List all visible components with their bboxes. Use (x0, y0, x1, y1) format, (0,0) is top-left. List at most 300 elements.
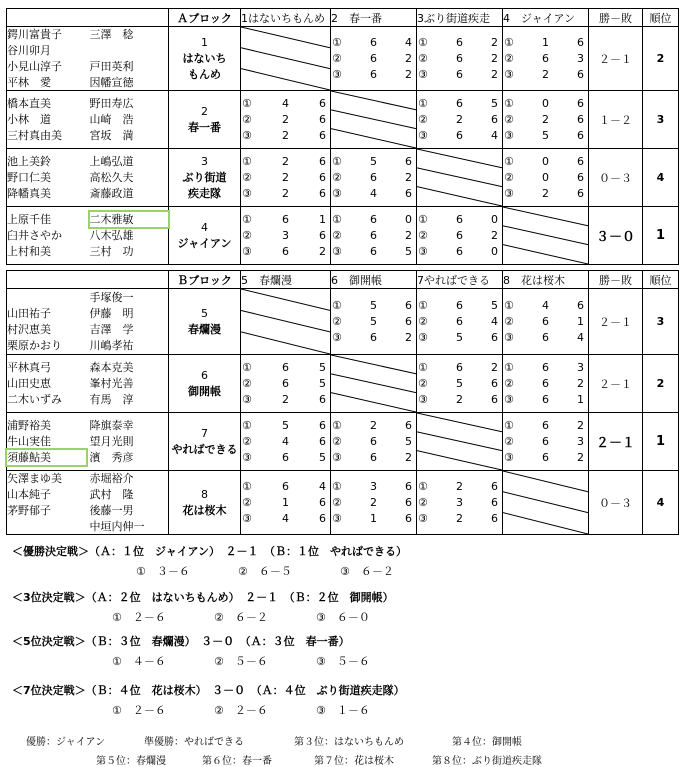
final-set: ③ ６－０ (316, 611, 370, 624)
player-name: 小林 道 (7, 113, 51, 126)
score-cell (331, 149, 417, 207)
set-score (503, 112, 588, 128)
games: 4 (369, 186, 377, 200)
games: 2 (455, 511, 463, 525)
set-score (503, 392, 588, 408)
set-score (417, 314, 502, 330)
set-number: ② (504, 314, 514, 328)
player-name (90, 43, 169, 58)
final-title: ＜5位決定戦＞ (12, 635, 86, 648)
games: 4 (319, 479, 326, 493)
games: 5 (455, 376, 463, 390)
team-name (169, 149, 241, 207)
set-number: ① (504, 418, 514, 432)
games: 5 (319, 450, 326, 464)
set-number: ② (418, 51, 428, 65)
header-cell: 7やればできる (417, 271, 503, 289)
games: 6 (319, 434, 326, 448)
games: 2 (281, 170, 289, 184)
self-match-cell (331, 91, 417, 149)
player-name: 浦野裕美 (7, 419, 51, 432)
set-score (503, 51, 588, 67)
set-number: ② (242, 434, 252, 448)
diagonal-lines (331, 355, 416, 412)
player-name: 降旗泰幸 (89, 419, 134, 432)
set-score (241, 418, 330, 434)
set-number: ② (242, 495, 252, 509)
games: 6 (319, 96, 326, 110)
set-number: ① (242, 96, 252, 110)
player-name: 栗原かおり (7, 339, 62, 352)
games: 6 (541, 314, 549, 328)
set-number: ② (332, 434, 342, 448)
score-cell (417, 289, 503, 355)
player-name: 村沢恵美 (7, 323, 51, 336)
set-score (331, 434, 416, 450)
player-name: 矢澤まゆ美 (7, 472, 62, 485)
player-name: 三村真由美 (7, 129, 62, 142)
set-score (503, 330, 588, 346)
set-score (417, 330, 502, 346)
games: 5 (319, 360, 326, 374)
diagonal-lines (241, 27, 330, 90)
self-match-cell (417, 413, 503, 471)
set-score (331, 314, 416, 330)
team-name-line: ジャイアン (177, 236, 232, 250)
rank: 1 (643, 207, 679, 265)
set-score (417, 360, 502, 376)
score-cell (241, 149, 331, 207)
set-number: ① (332, 418, 342, 432)
score-cell (417, 471, 503, 535)
games: 0 (541, 154, 549, 168)
team-row (7, 91, 679, 149)
games: 4 (577, 330, 584, 344)
set-score (417, 511, 502, 527)
games: 6 (491, 495, 498, 509)
rank: 3 (643, 91, 679, 149)
set-score (331, 298, 416, 314)
set-score (241, 450, 330, 466)
player-name: 三澤 稔 (89, 28, 134, 41)
games: 2 (491, 360, 498, 374)
final-result: （Ｂ：３位 春爛漫） ３－０ （Ａ：３位 春一番） (85, 635, 350, 648)
score-cell (241, 355, 331, 413)
header-cell: 3ぶり街道疾走 (417, 9, 503, 27)
set-score (241, 228, 330, 244)
score-cell (241, 91, 331, 149)
score-cell (331, 413, 417, 471)
player-name (7, 519, 86, 534)
games: 6 (319, 228, 326, 242)
games: 4 (405, 35, 412, 49)
header-cell: 4 ジャイアン (503, 9, 589, 27)
games: 6 (455, 228, 463, 242)
games: 0 (491, 244, 498, 258)
player-name: 橋本直美 (7, 97, 51, 110)
games: 6 (541, 376, 549, 390)
set-number: ② (332, 228, 342, 242)
player-name: 高松久夫 (89, 171, 134, 184)
games: 5 (281, 418, 289, 432)
set-score (241, 128, 330, 144)
header-cell: 順位 (643, 9, 679, 27)
games: 6 (319, 186, 326, 200)
set-number: ③ (504, 392, 514, 406)
player-names (7, 471, 169, 535)
games: 2 (455, 392, 463, 406)
score-cell (417, 91, 503, 149)
games: 6 (541, 330, 549, 344)
games: 1 (577, 392, 584, 406)
player-names (7, 27, 169, 91)
player-name: 望月光則 (89, 435, 134, 448)
team-row (7, 471, 679, 535)
set-score (331, 479, 416, 495)
player-name: 有馬 淳 (89, 393, 134, 406)
games: 5 (405, 434, 412, 448)
games: 6 (491, 479, 498, 493)
games: 6 (577, 186, 584, 200)
games: 0 (541, 170, 549, 184)
set-number: ③ (242, 450, 252, 464)
win-loss: ２－１ (589, 355, 643, 413)
set-number: ③ (504, 330, 514, 344)
games: 6 (281, 479, 289, 493)
games: 2 (577, 376, 584, 390)
header-cell: 6 御開帳 (331, 271, 417, 289)
set-score (417, 376, 502, 392)
set-number: ① (332, 35, 342, 49)
games: 5 (369, 298, 377, 312)
player-grid (7, 212, 168, 259)
games: 5 (319, 376, 326, 390)
set-number: ③ (242, 128, 252, 142)
player-name: 宮坂 満 (89, 129, 134, 142)
player-name: 野口仁美 (7, 171, 51, 184)
team-name (169, 27, 241, 91)
team-name (169, 471, 241, 535)
set-number: ② (242, 170, 252, 184)
games: 6 (541, 418, 549, 432)
player-name: 山本純子 (7, 488, 51, 501)
header-cell: 5 春爛漫 (241, 271, 331, 289)
team-row (7, 289, 679, 355)
set-number: ② (332, 314, 342, 328)
player-name: 森本克美 (89, 361, 134, 374)
games: 6 (491, 112, 498, 126)
set-score (241, 360, 330, 376)
player-name: 野田寿広 (89, 97, 134, 110)
set-score (241, 479, 330, 495)
set-number: ② (504, 51, 514, 65)
games: 3 (455, 495, 463, 509)
standing: 第８位：ぶり街道疾走隊 (432, 756, 542, 767)
games: 6 (455, 128, 463, 142)
player-names (7, 149, 169, 207)
games: 6 (455, 244, 463, 258)
final-set: ② ６－２ (214, 611, 268, 624)
games: 2 (405, 170, 412, 184)
games: 6 (369, 330, 377, 344)
player-names (7, 207, 169, 265)
standing: 第５位：春爛漫 (96, 756, 166, 767)
final-set-scores (112, 702, 418, 718)
games: 6 (541, 392, 549, 406)
games: 2 (405, 330, 412, 344)
set-score (331, 67, 416, 83)
games: 6 (455, 360, 463, 374)
player-names (7, 91, 169, 149)
win-loss: ２－１ (589, 413, 643, 471)
games: 6 (369, 212, 377, 226)
games: 6 (491, 376, 498, 390)
player-name: 小見山淳子 (7, 60, 62, 73)
set-number: ③ (332, 450, 342, 464)
team-row (7, 355, 679, 413)
team-name-line: やればできる (171, 442, 238, 456)
games: 6 (319, 511, 326, 525)
games: 3 (369, 479, 377, 493)
games: 3 (577, 434, 584, 448)
games: 6 (577, 298, 584, 312)
games: 6 (281, 376, 289, 390)
set-number: ② (418, 112, 428, 126)
set-number: ② (242, 228, 252, 242)
games: 2 (369, 495, 377, 509)
games: 6 (319, 170, 326, 184)
set-score (331, 511, 416, 527)
games: 2 (491, 67, 498, 81)
set-score (417, 298, 502, 314)
games: 6 (369, 434, 377, 448)
set-score (331, 228, 416, 244)
rank: 4 (643, 471, 679, 535)
set-number: ③ (332, 67, 342, 81)
games: 2 (281, 128, 289, 142)
set-score (331, 212, 416, 228)
set-score (241, 170, 330, 186)
set-number: ① (242, 418, 252, 432)
rank: 1 (643, 413, 679, 471)
set-number: ① (504, 35, 514, 49)
diagonal-lines (331, 91, 416, 148)
set-number: ③ (418, 244, 428, 258)
set-score (417, 67, 502, 83)
set-number: ① (332, 298, 342, 312)
games: 2 (281, 154, 289, 168)
games: 1 (577, 314, 584, 328)
final-match-line (12, 589, 394, 605)
final-result: （Ｂ：４位 花は桜木） ３－０ （Ａ：４位 ぶり街道疾走隊） (85, 684, 405, 697)
score-cell (503, 413, 589, 471)
player-name: 茅野郁子 (7, 504, 51, 517)
win-loss: ０－３ (589, 471, 643, 535)
games: 5 (541, 128, 549, 142)
team-number: 2 (201, 104, 208, 118)
games: 6 (455, 51, 463, 65)
games: 3 (577, 360, 584, 374)
games: 6 (577, 112, 584, 126)
set-number: ② (332, 51, 342, 65)
player-grid (7, 418, 168, 465)
set-score (503, 128, 588, 144)
games: 6 (405, 154, 412, 168)
games: 0 (491, 212, 498, 226)
header-cell: Ｂブロック (169, 271, 241, 289)
header-empty (7, 9, 169, 27)
final-set: ③ １－６ (316, 704, 370, 717)
games: 3 (281, 228, 289, 242)
final-set-scores (136, 563, 442, 579)
games: 2 (405, 450, 412, 464)
games: 6 (541, 51, 549, 65)
games: 2 (577, 418, 584, 432)
set-score (417, 96, 502, 112)
games: 4 (281, 511, 289, 525)
player-name: 山田史恵 (7, 377, 51, 390)
games: 5 (405, 244, 412, 258)
games: 6 (405, 314, 412, 328)
team-name-line: もんめ (188, 67, 221, 81)
player-name: 中垣内伸一 (89, 520, 145, 533)
games: 6 (405, 495, 412, 509)
player-name: 手塚俊一 (89, 291, 134, 304)
set-score (503, 314, 588, 330)
set-number: ① (504, 154, 514, 168)
player-name: 山田祐子 (7, 307, 51, 320)
games: 6 (319, 495, 326, 509)
team-name-line: ぶり街道 (182, 170, 227, 184)
player-names (7, 355, 169, 413)
player-name: 上村和美 (7, 245, 51, 258)
games: 6 (319, 112, 326, 126)
player-name: 上原千佳 (7, 213, 51, 226)
player-name: 濱 秀彦 (89, 451, 134, 464)
player-name: 川嶋孝祐 (89, 339, 134, 352)
score-cell (503, 149, 589, 207)
set-number: ② (418, 228, 428, 242)
games: 0 (405, 212, 412, 226)
set-number: ② (504, 112, 514, 126)
games: 2 (319, 244, 326, 258)
final-set: ① ３－６ (136, 565, 190, 578)
player-name: 吉澤 学 (89, 323, 134, 336)
set-score (331, 154, 416, 170)
standing: 優勝：ジャイアン (26, 737, 106, 748)
player-names (7, 289, 169, 355)
player-name: 平林真弓 (7, 361, 51, 374)
games: 2 (455, 479, 463, 493)
set-score (503, 154, 588, 170)
set-number: ③ (418, 392, 428, 406)
player-grid (7, 471, 168, 534)
final-set: ① ２－６ (112, 704, 166, 717)
games: 2 (281, 392, 289, 406)
final-set: ① ２－６ (112, 611, 166, 624)
set-score (241, 186, 330, 202)
self-match-cell (331, 355, 417, 413)
games: 6 (405, 479, 412, 493)
player-grid (7, 27, 168, 90)
set-number: ③ (504, 186, 514, 200)
set-score (503, 434, 588, 450)
set-number: ③ (418, 67, 428, 81)
games: 2 (405, 228, 412, 242)
games: 2 (369, 418, 377, 432)
games: 6 (405, 418, 412, 432)
player-name: 八木弘雄 (89, 229, 134, 242)
games: 6 (541, 450, 549, 464)
score-cell (417, 27, 503, 91)
score-cell (331, 27, 417, 91)
block-a-table (6, 8, 679, 265)
win-loss: ２－１ (589, 289, 643, 355)
games: 6 (281, 360, 289, 374)
player-name: 二木雅敏 (90, 212, 169, 227)
games: 6 (369, 35, 377, 49)
team-row (7, 27, 679, 91)
games: 6 (577, 35, 584, 49)
set-number: ③ (418, 128, 428, 142)
games: 5 (455, 330, 463, 344)
set-score (241, 212, 330, 228)
games: 6 (541, 434, 549, 448)
games: 2 (405, 67, 412, 81)
standing: 第３位：はないちもんめ (294, 737, 404, 748)
diagonal-lines (503, 471, 588, 534)
team-name-line: 花は桜木 (182, 503, 227, 517)
team-number: 5 (201, 306, 208, 320)
set-number: ② (504, 434, 514, 448)
set-score (331, 495, 416, 511)
player-name: 因幡宣徳 (89, 76, 134, 89)
team-row (7, 413, 679, 471)
set-score (417, 112, 502, 128)
set-number: ② (504, 376, 514, 390)
player-name: 鍔川富貴子 (7, 28, 62, 41)
score-cell (241, 471, 331, 535)
set-number: ③ (242, 244, 252, 258)
score-cell (503, 91, 589, 149)
games: 6 (281, 212, 289, 226)
games: 6 (491, 511, 498, 525)
win-loss: １－２ (589, 91, 643, 149)
set-number: ① (418, 479, 428, 493)
self-match-cell (503, 207, 589, 265)
games: 6 (319, 128, 326, 142)
games: 4 (491, 128, 498, 142)
games: 2 (541, 186, 549, 200)
final-match-line (12, 633, 350, 649)
final-match-line (12, 682, 405, 698)
set-score (241, 96, 330, 112)
games: 1 (541, 35, 549, 49)
games: 6 (577, 170, 584, 184)
score-cell (331, 289, 417, 355)
set-number: ① (504, 96, 514, 110)
score-cell (241, 413, 331, 471)
player-name: 臼井さやか (7, 229, 62, 242)
diagonal-lines (503, 207, 588, 264)
set-score (331, 330, 416, 346)
final-result: （Ａ：２位 はないちもんめ） ２－１ （Ｂ：２位 御開帳） (85, 591, 394, 604)
games: 6 (281, 450, 289, 464)
final-title: ＜優勝決定戦＞ (12, 545, 89, 558)
games: 2 (281, 112, 289, 126)
set-number: ③ (418, 511, 428, 525)
games: 6 (455, 96, 463, 110)
